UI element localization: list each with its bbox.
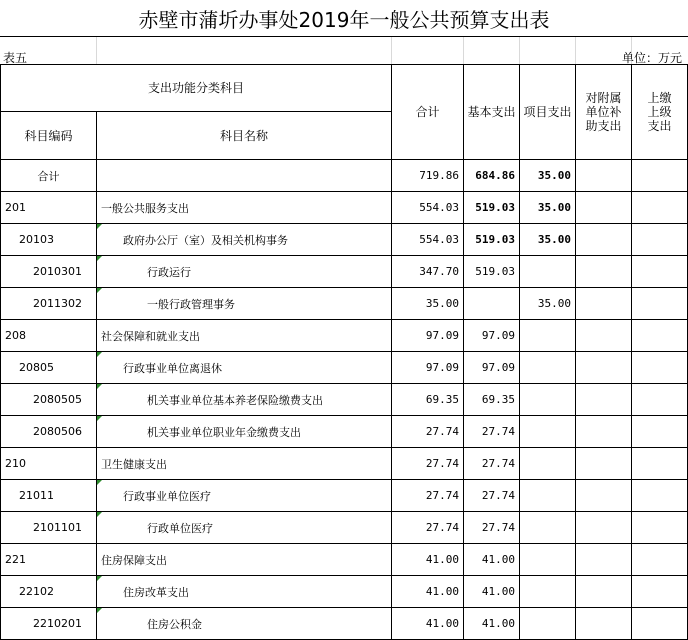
cell-marker-icon (97, 288, 102, 293)
cell-upper (632, 192, 688, 224)
cell-basic: 27.74 (464, 448, 520, 480)
cell-upper (632, 480, 688, 512)
table-row (1, 480, 688, 512)
cell-total: 97.09 (392, 352, 464, 384)
cell-code: 2210201 (1, 608, 97, 640)
table-row (1, 288, 688, 320)
cell-code: 21011 (1, 480, 97, 512)
cell-project (520, 544, 576, 576)
cell-marker-icon (97, 480, 102, 485)
cell-subsidy (576, 544, 632, 576)
cell-code: 210 (1, 448, 97, 480)
cell-marker-icon (97, 512, 102, 517)
header-category: 支出功能分类科目 (1, 65, 392, 112)
cell-marker-icon (97, 352, 102, 357)
header-project: 项目支出 (520, 65, 576, 160)
header-upper: 上缴上级支出 (632, 65, 688, 160)
cell-total: 27.74 (392, 480, 464, 512)
cell-upper (632, 256, 688, 288)
header-name: 科目名称 (97, 112, 392, 160)
cell-code: 221 (1, 544, 97, 576)
cell-subsidy (576, 352, 632, 384)
cell-project (520, 448, 576, 480)
cell-upper (632, 448, 688, 480)
cell-basic: 41.00 (464, 576, 520, 608)
cell-upper (632, 160, 688, 192)
cell-upper (632, 384, 688, 416)
table-row (1, 352, 688, 384)
cell-code: 2011302 (1, 288, 97, 320)
cell-subsidy (576, 480, 632, 512)
cell-subsidy (576, 320, 632, 352)
cell-total: 97.09 (392, 320, 464, 352)
cell-basic: 27.74 (464, 480, 520, 512)
table-number: 表五 (3, 51, 28, 65)
cell-upper (632, 512, 688, 544)
page-title: 赤壁市蒲圻办事处2019年一般公共预算支出表 (138, 7, 550, 32)
cell-project (520, 480, 576, 512)
cell-basic: 97.09 (464, 320, 520, 352)
cell-total: 41.00 (392, 576, 464, 608)
budget-table (0, 64, 688, 640)
cell-upper (632, 544, 688, 576)
cell-code: 201 (1, 192, 97, 224)
cell-total: 41.00 (392, 608, 464, 640)
cell-basic (464, 288, 520, 320)
cell-code: 208 (1, 320, 97, 352)
cell-basic: 97.09 (464, 352, 520, 384)
cell-name: 住房公积金 (97, 608, 392, 640)
cell-total: 27.74 (392, 448, 464, 480)
cell-total: 554.03 (392, 192, 464, 224)
table-row (1, 256, 688, 288)
cell-name: 行政单位医疗 (97, 512, 392, 544)
cell-upper (632, 224, 688, 256)
cell-name (97, 160, 392, 192)
table-row (1, 448, 688, 480)
cell-code: 2101101 (1, 512, 97, 544)
cell-subsidy (576, 384, 632, 416)
cell-upper (632, 288, 688, 320)
table-row (1, 160, 688, 192)
table-row (1, 224, 688, 256)
cell-subsidy (576, 448, 632, 480)
cell-name: 政府办公厅（室）及相关机构事务 (97, 224, 392, 256)
table-row (1, 320, 688, 352)
cell-total: 27.74 (392, 416, 464, 448)
cell-project: 35.00 (520, 224, 576, 256)
unit-row (0, 37, 688, 64)
cell-name: 行政事业单位医疗 (97, 480, 392, 512)
cell-upper (632, 320, 688, 352)
cell-basic: 519.03 (464, 256, 520, 288)
cell-name: 卫生健康支出 (97, 448, 392, 480)
cell-subsidy (576, 512, 632, 544)
cell-code: 22102 (1, 576, 97, 608)
cell-project (520, 256, 576, 288)
header-code: 科目编码 (1, 112, 97, 160)
cell-name: 行政事业单位离退休 (97, 352, 392, 384)
cell-name: 一般行政管理事务 (97, 288, 392, 320)
cell-project (520, 416, 576, 448)
cell-name: 社会保障和就业支出 (97, 320, 392, 352)
header-total: 合计 (392, 65, 464, 160)
table-row (1, 192, 688, 224)
cell-upper (632, 608, 688, 640)
cell-basic: 41.00 (464, 608, 520, 640)
cell-marker-icon (97, 384, 102, 389)
cell-basic: 69.35 (464, 384, 520, 416)
cell-name: 一般公共服务支出 (97, 192, 392, 224)
table-row (1, 512, 688, 544)
cell-subsidy (576, 224, 632, 256)
cell-subsidy (576, 192, 632, 224)
cell-subsidy (576, 288, 632, 320)
cell-project (520, 384, 576, 416)
cell-total: 27.74 (392, 512, 464, 544)
cell-name: 机关事业单位基本养老保险缴费支出 (97, 384, 392, 416)
cell-subsidy (576, 608, 632, 640)
cell-code: 2080506 (1, 416, 97, 448)
cell-total: 69.35 (392, 384, 464, 416)
cell-code: 合计 (1, 160, 97, 192)
cell-total: 35.00 (392, 288, 464, 320)
cell-marker-icon (97, 608, 102, 613)
cell-name: 行政运行 (97, 256, 392, 288)
cell-project (520, 320, 576, 352)
cell-project: 35.00 (520, 192, 576, 224)
cell-subsidy (576, 160, 632, 192)
cell-total: 554.03 (392, 224, 464, 256)
cell-subsidy (576, 256, 632, 288)
cell-name: 住房改革支出 (97, 576, 392, 608)
cell-code: 2080505 (1, 384, 97, 416)
cell-marker-icon (97, 416, 102, 421)
cell-total: 347.70 (392, 256, 464, 288)
cell-marker-icon (97, 256, 102, 261)
header-subsidy: 对附属单位补助支出 (576, 65, 632, 160)
cell-name: 机关事业单位职业年金缴费支出 (97, 416, 392, 448)
cell-project (520, 576, 576, 608)
cell-marker-icon (97, 576, 102, 581)
cell-code: 20103 (1, 224, 97, 256)
cell-basic: 519.03 (464, 192, 520, 224)
cell-basic: 27.74 (464, 512, 520, 544)
cell-code: 2010301 (1, 256, 97, 288)
cell-name: 住房保障支出 (97, 544, 392, 576)
cell-basic: 41.00 (464, 544, 520, 576)
cell-project (520, 512, 576, 544)
cell-subsidy (576, 576, 632, 608)
cell-upper (632, 416, 688, 448)
cell-project (520, 608, 576, 640)
table-row (1, 608, 688, 640)
cell-upper (632, 576, 688, 608)
cell-total: 41.00 (392, 544, 464, 576)
cell-subsidy (576, 416, 632, 448)
table-row (1, 544, 688, 576)
cell-code: 20805 (1, 352, 97, 384)
cell-basic: 27.74 (464, 416, 520, 448)
cell-upper (632, 352, 688, 384)
header-basic: 基本支出 (464, 65, 520, 160)
table-row (1, 384, 688, 416)
cell-total: 719.86 (392, 160, 464, 192)
cell-basic: 519.03 (464, 224, 520, 256)
cell-project: 35.00 (520, 288, 576, 320)
cell-project: 35.00 (520, 160, 576, 192)
unit-label: 单位：万元 (621, 51, 682, 65)
table-row (1, 416, 688, 448)
cell-project (520, 352, 576, 384)
cell-basic: 684.86 (464, 160, 520, 192)
cell-marker-icon (97, 224, 102, 229)
table-row (1, 576, 688, 608)
